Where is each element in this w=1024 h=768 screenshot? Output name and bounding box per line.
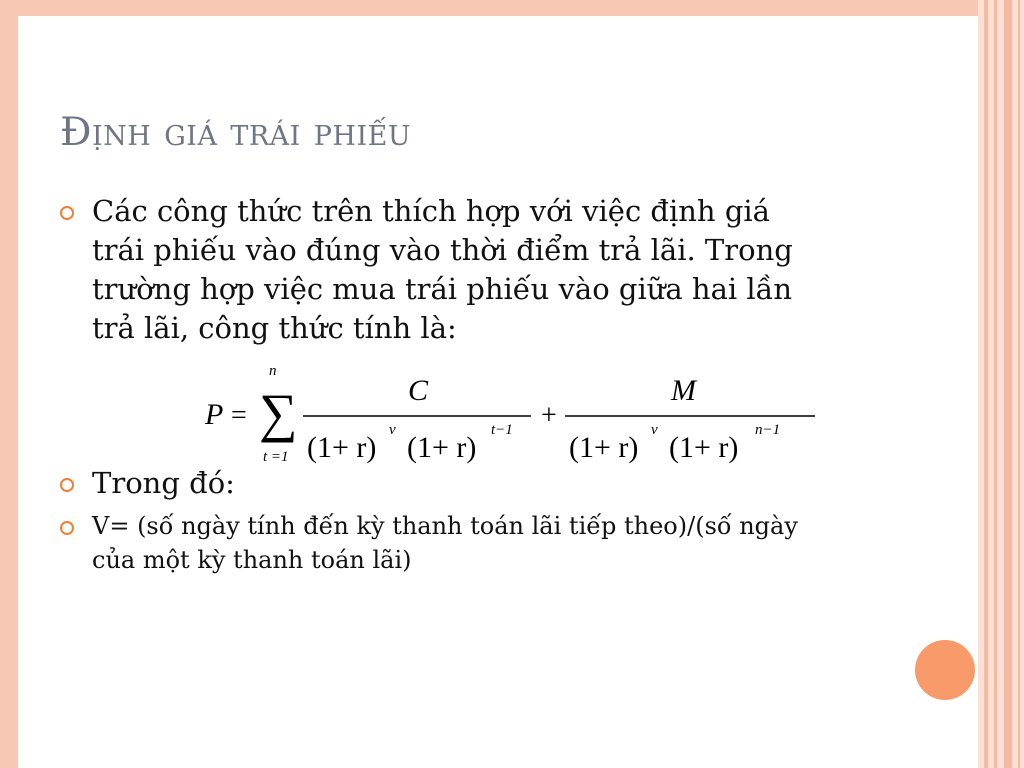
formula-equals: = <box>231 400 247 431</box>
sigma-icon: ∑ <box>259 383 298 443</box>
decorative-circle <box>915 640 975 700</box>
denominator-exp: v <box>651 422 658 438</box>
sum-upper: n <box>269 366 277 379</box>
denominator-base: (1+ r) <box>669 431 739 464</box>
sum-lower: t =1 <box>263 449 289 465</box>
denominator-exp: v <box>389 422 396 438</box>
numerator-c: C <box>408 374 429 407</box>
formula-plus: + <box>541 400 557 431</box>
slide-frame-left <box>0 0 18 768</box>
bullet-icon <box>60 478 74 492</box>
bullet-line: Các công thức trên thích hợp với việc định giá <box>92 194 770 228</box>
bond-price-formula <box>193 366 823 476</box>
bullet-line: Trong đó: <box>92 466 235 500</box>
numerator-m: M <box>671 374 696 407</box>
slide-frame-right <box>978 0 1024 768</box>
denominator-base: (1+ r) <box>407 431 477 464</box>
bullet-line: V= (số ngày tính đến kỳ thanh toán lãi tiếp theo)/(số ngày <box>92 512 798 540</box>
denominator-exp: t−1 <box>491 422 513 438</box>
denominator-exp: n−1 <box>755 422 781 438</box>
bullet-icon <box>60 206 74 220</box>
bullet-line: trường hợp việc mua trái phiếu vào giữa hai lần <box>92 272 793 306</box>
bullet-line: của một kỳ thanh toán lãi) <box>92 546 412 574</box>
formula-lhs: P <box>205 398 224 431</box>
bullet-line: trả lãi, công thức tính là: <box>92 311 457 345</box>
bullet-line: trái phiếu vào đúng vào thời điểm trả lãi. Trong <box>92 233 793 267</box>
slide-frame-top <box>0 0 1024 16</box>
slide-canvas <box>18 16 978 768</box>
bullet-icon <box>60 521 74 535</box>
denominator-base: (1+ r) <box>569 431 639 464</box>
slide-title: Định giá trái phiếu <box>60 110 412 155</box>
denominator-base: (1+ r) <box>307 431 377 464</box>
